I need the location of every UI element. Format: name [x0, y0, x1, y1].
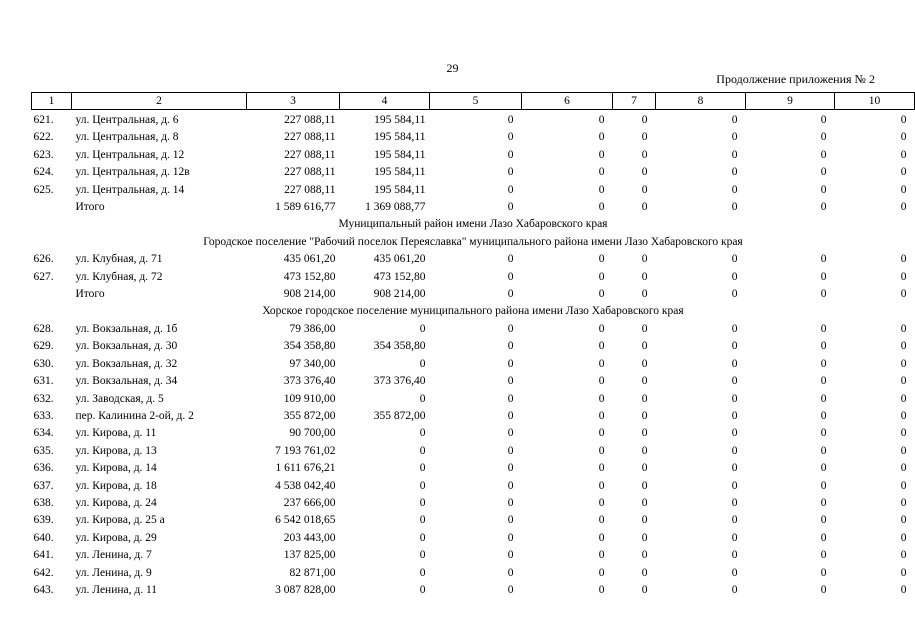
table-row — [32, 110, 915, 130]
amount-col-3: 3 087 828,00 — [275, 583, 336, 596]
amount-col-4: 195 584,11 — [374, 114, 426, 126]
table-body — [32, 110, 915, 600]
value-col-10: 0 — [900, 288, 907, 301]
table-row — [32, 164, 915, 181]
value-col-7: 0 — [641, 479, 648, 492]
amount-col-3: 435 061,20 — [283, 253, 336, 266]
value-col-7: 0 — [641, 288, 648, 301]
value-col-7: 0 — [641, 549, 648, 562]
value-col-8: 0 — [731, 114, 738, 126]
value-col-9: 0 — [820, 583, 827, 596]
amount-col-4: 0 — [419, 531, 426, 544]
value-col-5: 0 — [507, 392, 514, 405]
value-col-10: 0 — [900, 322, 907, 335]
table-row — [32, 373, 915, 390]
amount-col-3: 227 088,11 — [284, 183, 336, 196]
value-col-5: 0 — [507, 583, 514, 596]
value-col-7: 0 — [641, 166, 648, 179]
row-number: 628. — [33, 322, 54, 335]
value-col-9: 0 — [820, 566, 827, 579]
value-col-10: 0 — [900, 409, 907, 422]
row-number: 621. — [33, 114, 54, 126]
value-col-9: 0 — [820, 340, 827, 353]
value-col-10: 0 — [900, 392, 907, 405]
value-col-6: 0 — [598, 201, 605, 214]
value-col-6: 0 — [598, 148, 605, 161]
value-col-9: 0 — [820, 375, 827, 388]
value-col-8: 0 — [731, 409, 738, 422]
value-col-9: 0 — [820, 444, 827, 457]
amount-col-3: 4 538 042,40 — [275, 479, 336, 492]
address: ул. Клубная, д. 71 — [75, 253, 163, 266]
column-header: 10 — [835, 93, 915, 110]
table-row — [32, 408, 915, 425]
column-header: 9 — [746, 93, 835, 110]
value-col-7: 0 — [641, 514, 648, 527]
value-col-7: 0 — [641, 409, 648, 422]
value-col-5: 0 — [507, 496, 514, 509]
value-col-8: 0 — [731, 166, 738, 179]
value-col-8: 0 — [731, 444, 738, 457]
value-col-10: 0 — [900, 270, 907, 283]
row-number: 638. — [33, 496, 54, 509]
amount-col-4: 908 214,00 — [373, 288, 426, 301]
table-row — [32, 495, 915, 512]
value-col-7: 0 — [641, 322, 648, 335]
value-col-5: 0 — [507, 166, 514, 179]
table-row — [32, 251, 915, 268]
amount-col-3: 227 088,11 — [284, 148, 336, 161]
value-col-6: 0 — [598, 392, 605, 405]
row-number — [32, 286, 72, 303]
amount-col-4: 0 — [419, 427, 426, 440]
value-col-5: 0 — [507, 549, 514, 562]
column-header: 3 — [247, 93, 340, 110]
amount-col-4: 0 — [419, 549, 426, 562]
value-col-6: 0 — [598, 479, 605, 492]
section-heading-row — [32, 216, 915, 233]
address: Итого — [75, 288, 105, 301]
value-col-8: 0 — [731, 479, 738, 492]
amount-col-3: 203 443,00 — [283, 531, 336, 544]
value-col-10: 0 — [900, 201, 907, 214]
table-row — [32, 321, 915, 338]
value-col-6: 0 — [598, 322, 605, 335]
amount-col-3: 227 088,11 — [284, 166, 336, 179]
amount-col-4: 354 358,80 — [373, 340, 426, 353]
value-col-10: 0 — [900, 496, 907, 509]
table-row — [32, 530, 915, 547]
value-col-5: 0 — [507, 566, 514, 579]
value-col-5: 0 — [507, 409, 514, 422]
row-number: 622. — [33, 131, 54, 144]
value-col-6: 0 — [598, 549, 605, 562]
value-col-10: 0 — [900, 583, 907, 596]
address: ул. Вокзальная, д. 34 — [75, 375, 178, 388]
row-number: 634. — [33, 427, 54, 440]
value-col-8: 0 — [731, 183, 738, 196]
column-header: 6 — [522, 93, 613, 110]
value-col-7: 0 — [641, 183, 648, 196]
value-col-10: 0 — [900, 375, 907, 388]
row-number: 623. — [33, 148, 54, 161]
amount-col-4: 0 — [419, 496, 426, 509]
value-col-8: 0 — [731, 270, 738, 283]
value-col-5: 0 — [507, 357, 514, 370]
amount-col-3: 473 152,80 — [283, 270, 336, 283]
value-col-5: 0 — [507, 201, 514, 214]
value-col-7: 0 — [641, 583, 648, 596]
table-row — [32, 443, 915, 460]
value-col-7: 0 — [641, 462, 648, 475]
value-col-5: 0 — [507, 114, 514, 126]
table-row — [32, 478, 915, 495]
value-col-10: 0 — [900, 479, 907, 492]
table-row — [32, 547, 915, 564]
section-heading-row — [32, 303, 915, 320]
value-col-9: 0 — [820, 270, 827, 283]
table-row — [32, 425, 915, 442]
value-col-6: 0 — [598, 566, 605, 579]
value-col-9: 0 — [820, 531, 827, 544]
column-header: 5 — [430, 93, 522, 110]
address: ул. Клубная, д. 72 — [75, 270, 163, 283]
value-col-7: 0 — [641, 566, 648, 579]
address: ул. Центральная, д. 14 — [75, 183, 185, 196]
value-col-9: 0 — [820, 166, 827, 179]
amount-col-3: 7 193 761,02 — [275, 444, 336, 457]
value-col-10: 0 — [900, 427, 907, 440]
value-col-10: 0 — [900, 166, 907, 179]
table-row — [32, 147, 915, 164]
value-col-6: 0 — [598, 288, 605, 301]
value-col-5: 0 — [507, 183, 514, 196]
row-number — [32, 199, 72, 216]
row-number: 626. — [33, 253, 54, 266]
value-col-9: 0 — [820, 479, 827, 492]
amount-col-3: 6 542 018,65 — [275, 514, 336, 527]
amount-col-4: 473 152,80 — [373, 270, 426, 283]
address: ул. Центральная, д. 12 — [75, 148, 185, 161]
address: пер. Калинина 2-ой, д. 2 — [75, 409, 194, 422]
value-col-8: 0 — [731, 583, 738, 596]
value-col-7: 0 — [641, 427, 648, 440]
address: ул. Кирова, д. 14 — [75, 462, 157, 475]
table-row — [32, 286, 915, 303]
column-header: 4 — [340, 93, 430, 110]
value-col-6: 0 — [598, 357, 605, 370]
value-col-7: 0 — [641, 201, 648, 214]
value-col-5: 0 — [507, 531, 514, 544]
amount-col-4: 373 376,40 — [373, 375, 426, 388]
value-col-10: 0 — [900, 566, 907, 579]
value-col-6: 0 — [598, 270, 605, 283]
value-col-5: 0 — [507, 322, 514, 335]
amount-col-4: 195 584,11 — [374, 148, 426, 161]
amount-col-4: 195 584,11 — [374, 166, 426, 179]
column-header: 7 — [613, 93, 656, 110]
row-number: 635. — [33, 444, 54, 457]
address: ул. Центральная, д. 6 — [75, 114, 179, 126]
value-col-6: 0 — [598, 496, 605, 509]
row-number: 641. — [33, 549, 54, 562]
row-number: 636. — [33, 462, 54, 475]
value-col-7: 0 — [641, 392, 648, 405]
table-row — [32, 391, 915, 408]
value-col-8: 0 — [731, 462, 738, 475]
value-col-9: 0 — [820, 131, 827, 144]
value-col-8: 0 — [731, 375, 738, 388]
value-col-7: 0 — [641, 340, 648, 353]
amount-col-3: 82 871,00 — [289, 566, 336, 579]
amount-col-4: 195 584,11 — [374, 131, 426, 144]
value-col-6: 0 — [598, 427, 605, 440]
amount-col-4: 355 872,00 — [373, 409, 426, 422]
amount-col-4: 0 — [419, 479, 426, 492]
value-col-10: 0 — [900, 531, 907, 544]
value-col-5: 0 — [507, 148, 514, 161]
row-number: 643. — [33, 583, 54, 596]
table-row — [32, 582, 915, 599]
amount-col-3: 237 666,00 — [283, 496, 336, 509]
amount-col-3: 354 358,80 — [283, 340, 336, 353]
value-col-9: 0 — [820, 409, 827, 422]
amount-col-3: 137 825,00 — [283, 549, 336, 562]
value-col-8: 0 — [731, 322, 738, 335]
value-col-8: 0 — [731, 566, 738, 579]
value-col-5: 0 — [507, 479, 514, 492]
value-col-6: 0 — [598, 514, 605, 527]
value-col-10: 0 — [900, 183, 907, 196]
amount-col-3: 97 340,00 — [289, 357, 336, 370]
amount-col-3: 355 872,00 — [283, 409, 336, 422]
value-col-6: 0 — [598, 183, 605, 196]
value-col-6: 0 — [598, 462, 605, 475]
value-col-9: 0 — [820, 148, 827, 161]
section-heading: Хорское городское поселение муниципального района имени Лазо Хабаровского края — [262, 305, 684, 318]
value-col-5: 0 — [507, 270, 514, 283]
value-col-9: 0 — [820, 183, 827, 196]
appendix-table — [31, 92, 915, 599]
amount-col-4: 0 — [419, 462, 426, 475]
amount-col-3: 109 910,00 — [283, 392, 336, 405]
value-col-10: 0 — [900, 148, 907, 161]
address: ул. Вокзальная, д. 30 — [75, 340, 178, 353]
value-col-5: 0 — [507, 375, 514, 388]
value-col-7: 0 — [641, 253, 648, 266]
value-col-6: 0 — [598, 583, 605, 596]
row-number: 627. — [33, 270, 54, 283]
value-col-10: 0 — [900, 340, 907, 353]
amount-col-4: 0 — [419, 322, 426, 335]
value-col-7: 0 — [641, 496, 648, 509]
value-col-9: 0 — [820, 357, 827, 370]
value-col-6: 0 — [598, 253, 605, 266]
value-col-5: 0 — [507, 514, 514, 527]
column-header: 8 — [656, 93, 746, 110]
value-col-7: 0 — [641, 270, 648, 283]
amount-col-4: 0 — [419, 444, 426, 457]
value-col-8: 0 — [731, 131, 738, 144]
page-number: 29 — [446, 61, 459, 75]
amount-col-3: 227 088,11 — [284, 131, 336, 144]
value-col-5: 0 — [507, 253, 514, 266]
value-col-6: 0 — [598, 166, 605, 179]
value-col-7: 0 — [641, 148, 648, 161]
value-col-6: 0 — [598, 114, 605, 126]
value-col-9: 0 — [820, 322, 827, 335]
amount-col-3: 90 700,00 — [289, 427, 336, 440]
value-col-7: 0 — [641, 531, 648, 544]
value-col-6: 0 — [598, 444, 605, 457]
value-col-9: 0 — [820, 392, 827, 405]
address: ул. Кирова, д. 29 — [75, 531, 157, 544]
table-row — [32, 460, 915, 477]
address: ул. Вокзальная, д. 1б — [75, 322, 178, 335]
value-col-10: 0 — [900, 514, 907, 527]
value-col-8: 0 — [731, 514, 738, 527]
table-row — [32, 182, 915, 199]
row-number: 640. — [33, 531, 54, 544]
value-col-8: 0 — [731, 288, 738, 301]
table-row — [32, 512, 915, 529]
value-col-8: 0 — [731, 148, 738, 161]
value-col-7: 0 — [641, 444, 648, 457]
value-col-8: 0 — [731, 253, 738, 266]
address: ул. Кирова, д. 25 а — [75, 514, 165, 527]
column-number-header-row — [32, 93, 915, 110]
value-col-6: 0 — [598, 131, 605, 144]
value-col-10: 0 — [900, 114, 907, 126]
table-row — [32, 565, 915, 582]
value-col-6: 0 — [598, 409, 605, 422]
address: ул. Кирова, д. 13 — [75, 444, 157, 457]
table-row — [32, 129, 915, 146]
section-heading: Муниципальный район имени Лазо Хабаровского края — [338, 218, 608, 231]
value-col-10: 0 — [900, 444, 907, 457]
row-number: 633. — [33, 409, 54, 422]
value-col-8: 0 — [731, 201, 738, 214]
appendix-continuation-label: Продолжение приложения № 2 — [716, 72, 875, 86]
value-col-5: 0 — [507, 131, 514, 144]
section-heading-row — [32, 234, 915, 251]
amount-col-4: 0 — [419, 357, 426, 370]
amount-col-3: 79 386,00 — [289, 322, 336, 335]
value-col-9: 0 — [820, 496, 827, 509]
table-row — [32, 199, 915, 216]
table-row — [32, 269, 915, 286]
value-col-9: 0 — [820, 549, 827, 562]
value-col-8: 0 — [731, 549, 738, 562]
value-col-7: 0 — [641, 114, 648, 126]
address: ул. Ленина, д. 9 — [75, 566, 152, 579]
row-number: 624. — [33, 166, 54, 179]
value-col-8: 0 — [731, 340, 738, 353]
value-col-9: 0 — [820, 253, 827, 266]
value-col-10: 0 — [900, 131, 907, 144]
amount-col-3: 1 611 676,21 — [275, 462, 336, 475]
value-col-9: 0 — [820, 201, 827, 214]
row-number: 637. — [33, 479, 54, 492]
value-col-10: 0 — [900, 357, 907, 370]
value-col-6: 0 — [598, 531, 605, 544]
address: ул. Заводская, д. 5 — [75, 392, 164, 405]
value-col-8: 0 — [731, 357, 738, 370]
address: ул. Вокзальная, д. 32 — [75, 357, 178, 370]
column-header: 2 — [72, 93, 247, 110]
amount-col-4: 0 — [419, 392, 426, 405]
value-col-8: 0 — [731, 392, 738, 405]
value-col-10: 0 — [900, 549, 907, 562]
value-col-9: 0 — [820, 514, 827, 527]
table-row — [32, 356, 915, 373]
row-number: 639. — [33, 514, 54, 527]
amount-col-3: 373 376,40 — [283, 375, 336, 388]
row-number: 642. — [33, 566, 54, 579]
column-header: 1 — [32, 93, 72, 110]
address: ул. Ленина, д. 11 — [75, 583, 158, 596]
value-col-5: 0 — [507, 462, 514, 475]
value-col-9: 0 — [820, 427, 827, 440]
address: ул. Ленина, д. 7 — [75, 549, 152, 562]
amount-col-4: 1 369 088,77 — [365, 201, 426, 214]
value-col-9: 0 — [820, 114, 827, 126]
value-col-10: 0 — [900, 253, 907, 266]
value-col-5: 0 — [507, 340, 514, 353]
table-row — [32, 338, 915, 355]
address: ул. Центральная, д. 12в — [75, 166, 190, 179]
amount-col-3: 908 214,00 — [283, 288, 336, 301]
amount-col-4: 435 061,20 — [373, 253, 426, 266]
value-col-5: 0 — [507, 427, 514, 440]
address: ул. Центральная, д. 8 — [75, 131, 179, 144]
value-col-7: 0 — [641, 357, 648, 370]
row-number: 625. — [33, 183, 54, 196]
amount-col-4: 0 — [419, 583, 426, 596]
amount-col-4: 0 — [419, 566, 426, 579]
value-col-8: 0 — [731, 496, 738, 509]
value-col-9: 0 — [820, 462, 827, 475]
value-col-9: 0 — [820, 288, 827, 301]
amount-col-3: 1 589 616,77 — [275, 201, 336, 214]
address: ул. Кирова, д. 18 — [75, 479, 157, 492]
value-col-5: 0 — [507, 288, 514, 301]
section-heading: Городское поселение "Рабочий поселок Переяславка" муниципального района имени Лазо Хабаровского края — [203, 235, 743, 248]
address: ул. Кирова, д. 11 — [75, 427, 157, 440]
row-number: 629. — [33, 340, 54, 353]
value-col-7: 0 — [641, 375, 648, 388]
value-col-5: 0 — [507, 444, 514, 457]
value-col-6: 0 — [598, 340, 605, 353]
value-col-6: 0 — [598, 375, 605, 388]
value-col-10: 0 — [900, 462, 907, 475]
row-number: 632. — [33, 392, 54, 405]
amount-col-4: 0 — [419, 514, 426, 527]
value-col-8: 0 — [731, 427, 738, 440]
value-col-7: 0 — [641, 131, 648, 144]
value-col-8: 0 — [731, 531, 738, 544]
address: Итого — [75, 201, 105, 214]
row-number: 630. — [33, 357, 54, 370]
amount-col-3: 227 088,11 — [284, 114, 336, 126]
row-number: 631. — [33, 375, 54, 388]
amount-col-4: 195 584,11 — [374, 183, 426, 196]
address: ул. Кирова, д. 24 — [75, 496, 157, 509]
